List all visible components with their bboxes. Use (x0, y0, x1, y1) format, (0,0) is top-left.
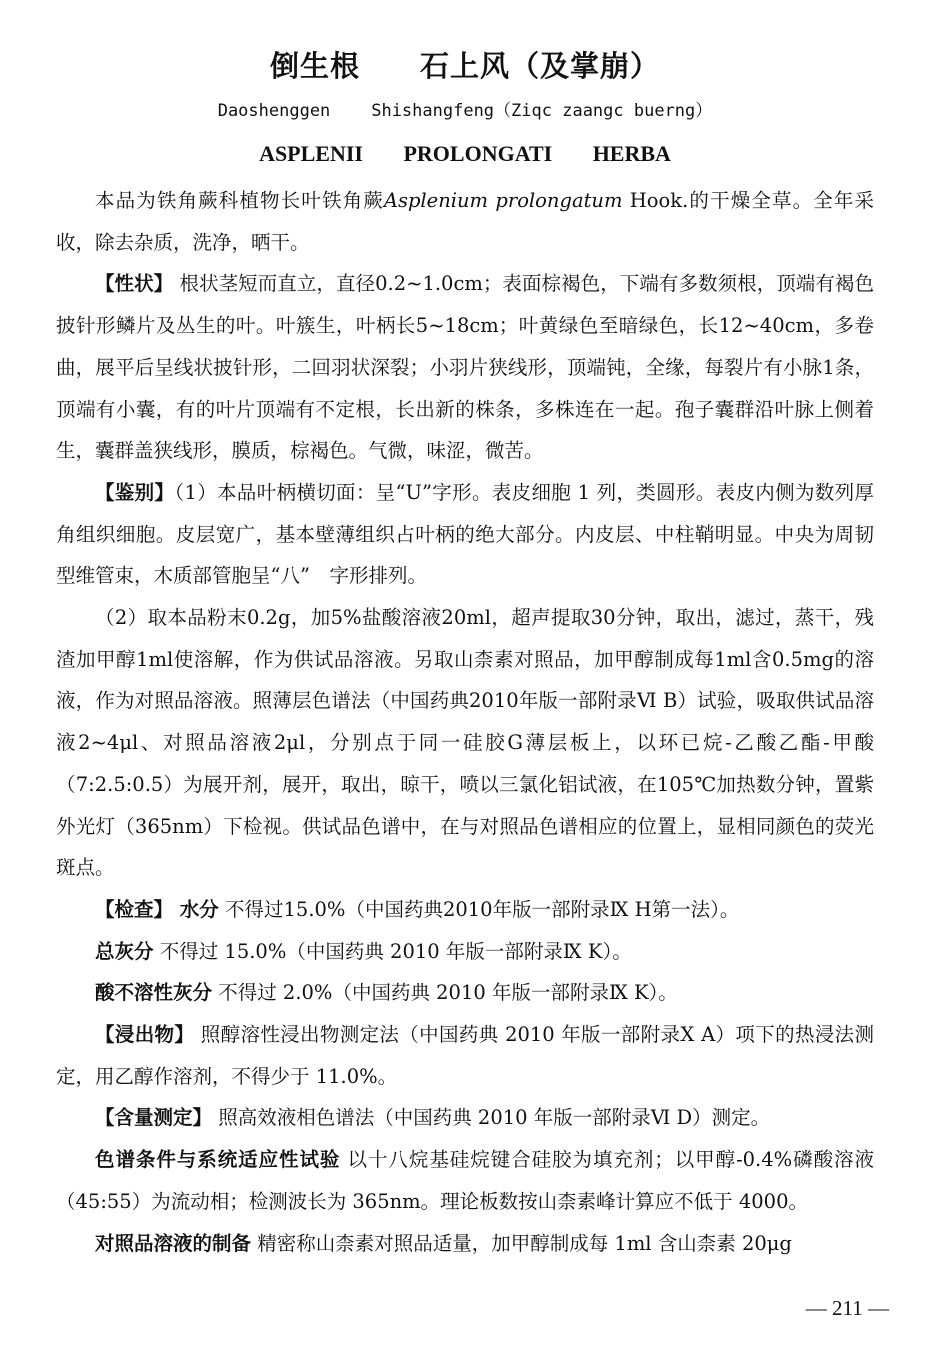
reference-solution-label: 对照品溶液的制备 (95, 1231, 252, 1255)
page-number: — 211 — (805, 1296, 889, 1320)
water-text: 不得过15.0%（中国药典2010年版一部附录Ⅸ H第一法）。 (218, 897, 740, 921)
chromatography-text: 以十八烷基硅烷键合硅胶为填充剂；以甲醇-0.4%磷酸溶液（45:55）为流动相；检测波长为 365nm。理论板数按山柰素峰计算应不低于 4000。 (56, 1148, 874, 1213)
intro-paragraph (56, 180, 874, 263)
intro-text: 本品为铁角蕨科植物长叶铁角蕨 (95, 189, 384, 212)
ash-label: 总灰分 (95, 939, 154, 963)
characters-text: 根状茎短而直立，直径0.2~1.0cm；表面棕褐色，下端有多数须根，顶端有褐色披针形鳞片及丛生的叶。叶簇生，叶柄长5~18cm；叶黄绿色至暗绿色，长12~40cm，多卷曲，展平后呈线状披针形，二回羽状深裂；小羽片狭线形，顶端钝，全缘，每裂片有小脉1条，顶端有小囊，有的叶片顶端有不定根，长出新的株条，多株连在一起。孢子囊群沿叶脉上侧着生，囊群盖狭线形，膜质，棕褐色。气微，味涩，微苦。 (56, 272, 874, 463)
page-title: 倒生根 石上风（及掌崩） (269, 49, 660, 83)
extract-paragraph (56, 1014, 874, 1097)
monograph-body (56, 180, 874, 1264)
inspection-heading: 【检查】 (95, 897, 174, 921)
pinyin-name: Daoshenggen Shishangfeng（Ziqc zaangc buerng） (217, 101, 713, 121)
intro-text-after: Hook.的干燥全草。全年采收，除去杂质，洗净，晒干。 (56, 189, 874, 254)
identification-paragraph-2 (56, 597, 874, 889)
extract-text: 照醇溶性浸出物测定法（中国药典 2010 年版一部附录Ⅹ A）项下的热浸法测定，用乙醇作溶剂，不得少于 11.0%。 (56, 1023, 874, 1088)
inspection-water-paragraph (56, 889, 874, 931)
extract-heading: 【浸出物】 (95, 1023, 195, 1047)
ash-text: 不得过 15.0%（中国药典 2010 年版一部附录Ⅸ K）。 (153, 939, 632, 963)
acid-ash-label: 酸不溶性灰分 (95, 981, 213, 1005)
assay-heading: 【含量测定】 (95, 1106, 213, 1130)
identification-text-1: （1）本品叶柄横切面：呈“U”字形。表皮细胞 1 列，类圆形。表皮内侧为数列厚角组织细胞。皮层宽广，基本壁薄组织占叶柄的绝大部分。内皮层、中柱鞘明显。中央为周韧型维管束，木质部管胞呈“八” 字形排列。 (56, 480, 874, 588)
identification-heading: 【鉴别】 (95, 480, 175, 504)
assay-paragraph (56, 1097, 874, 1139)
identification-paragraph-1 (56, 472, 874, 597)
chromatography-label: 色谱条件与系统适应性试验 (95, 1148, 341, 1172)
identification-text-2: （2）取本品粉末0.2g，加5%盐酸溶液20ml，超声提取30分钟，取出，滤过，蒸干，残渣加甲醇1ml使溶解，作为供试品溶液。另取山柰素对照品，加甲醇制成每1ml含0.5mg的溶液，作为对照品溶液。照薄层色谱法（中国药典2010年版一部附录Ⅵ B）试验，吸取供试品溶液2~4μl、对照品溶液2μl，分别点于同一硅胶G薄层板上，以环已烷-乙酸乙酯-甲酸（7:2.5:0.5）为展开剂，展开，取出，晾干，喷以三氯化铝试液，在105℃加热数分钟，置紫外光灯（365nm）下检视。供试品色谱中，在与对照品色谱相应的位置上，显相同颜色的荧光斑点。 (56, 606, 874, 880)
document-page (56, 40, 874, 1264)
reference-solution-text: 精密称山柰素对照品适量，加甲醇制成每 1ml 含山柰素 20μg (251, 1231, 792, 1255)
latin-name: ASPLENII PROLONGATI HERBA (259, 141, 671, 166)
water-label: 水分 (173, 897, 219, 921)
inspection-ash-paragraph (56, 931, 874, 973)
characters-paragraph (56, 263, 874, 472)
assay-text: 照高效液相色谱法（中国药典 2010 年版一部附录Ⅵ D）测定。 (212, 1106, 771, 1130)
chromatography-paragraph (56, 1139, 874, 1222)
acid-ash-text: 不得过 2.0%（中国药典 2010 年版一部附录Ⅸ K）。 (212, 981, 678, 1005)
inspection-acid-ash-paragraph (56, 972, 874, 1014)
reference-solution-paragraph (56, 1223, 874, 1265)
characters-heading: 【性状】 (95, 272, 174, 296)
species-name: Asplenium prolongatum (383, 189, 623, 212)
